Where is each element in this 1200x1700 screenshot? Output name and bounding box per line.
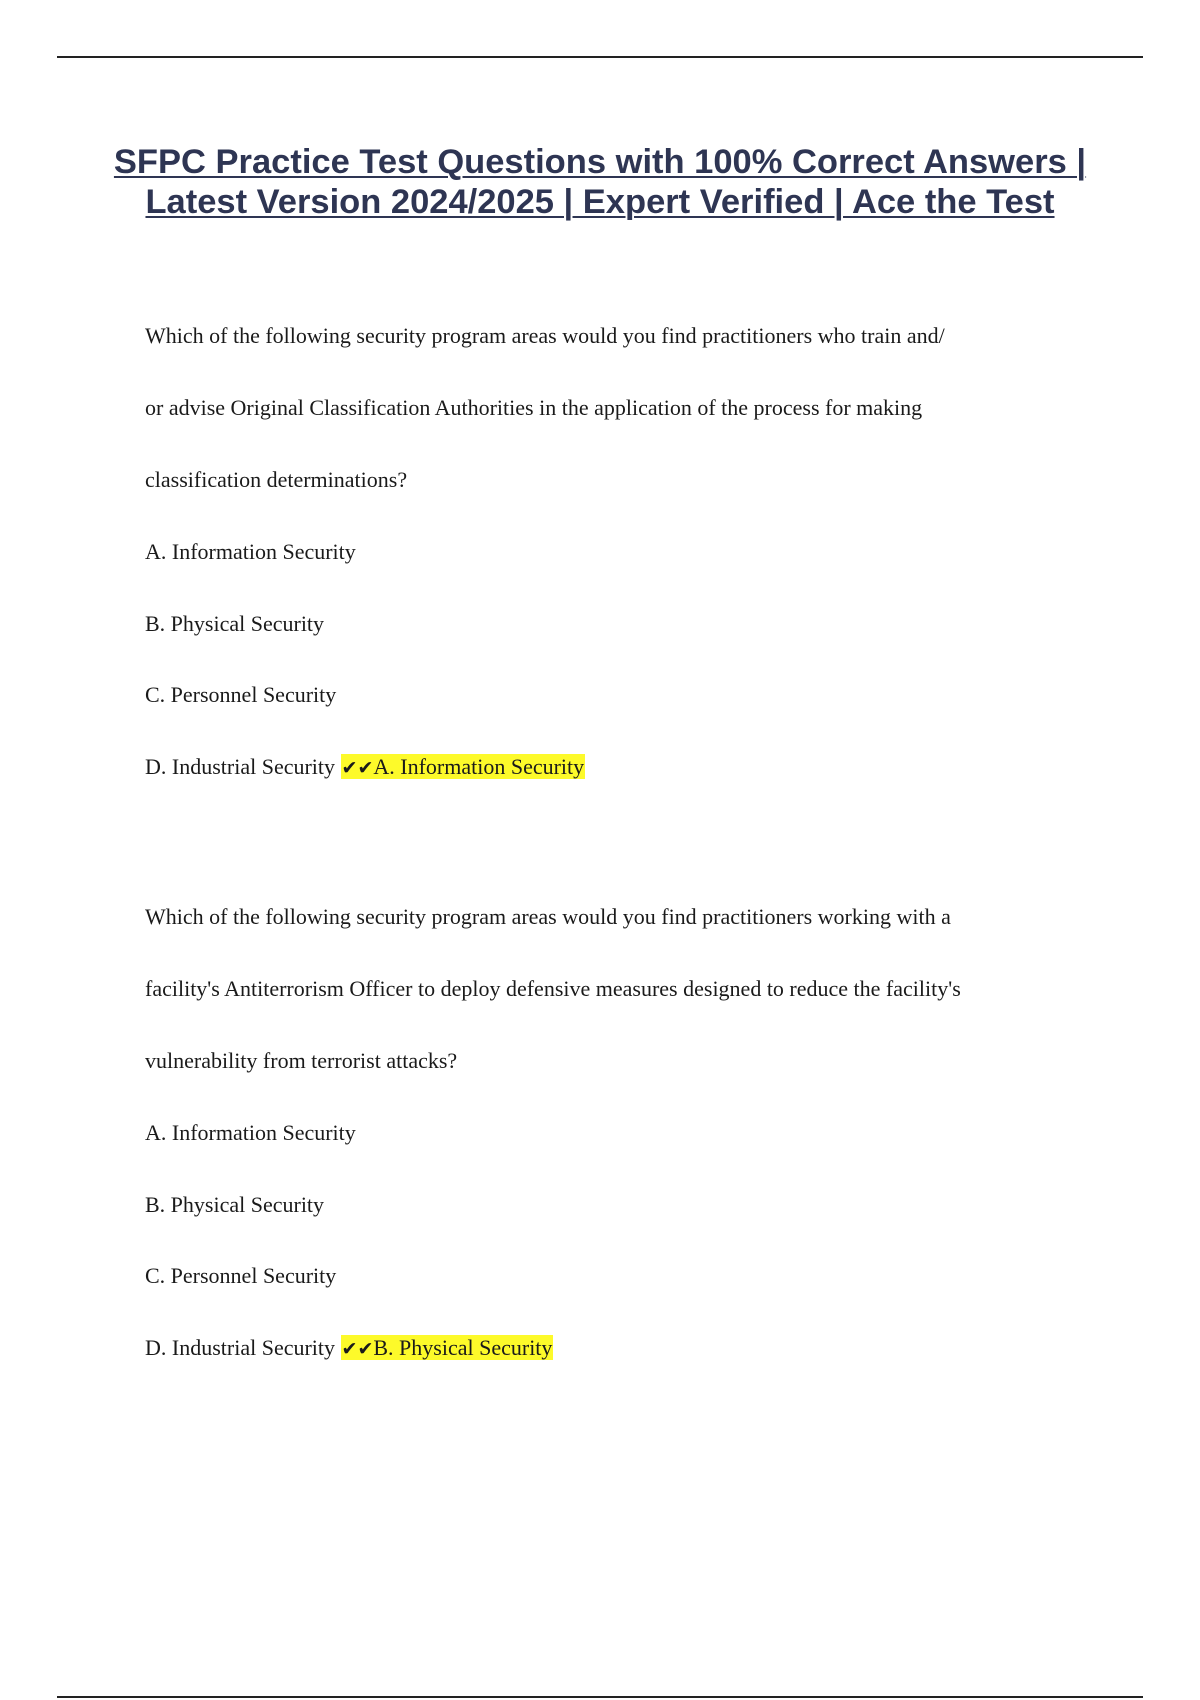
option-c: C. Personnel Security (145, 682, 337, 707)
check-mark-icon: ✔✔ (341, 756, 374, 779)
bottom-rule (57, 1696, 1143, 1698)
option-b: B. Physical Security (145, 610, 325, 636)
option-d-with-answer (145, 753, 1085, 825)
option-a: A. Information Security (145, 539, 356, 564)
option-d-with-answer (145, 1334, 1085, 1406)
correct-answer: A. Information Security (373, 753, 585, 779)
option-a: A. Information Security (145, 1120, 356, 1145)
option-d: D. Industrial Security (145, 1334, 336, 1360)
question-stem-line: facility's Antiterrorism Officer to deploy defensive measures designed to reduce the facility's (145, 976, 961, 1001)
option-d: D. Industrial Security (145, 753, 336, 779)
question-stem-line: vulnerability from terrorist attacks? (145, 1048, 458, 1073)
correct-answer-highlight (341, 1335, 554, 1360)
question-stem-line: classification determinations? (145, 467, 408, 492)
correct-answer-highlight (341, 754, 586, 779)
option-c: C. Personnel Security (145, 1263, 337, 1288)
question-stem-line: Which of the following security program areas would you find practitioners working with a (145, 904, 951, 929)
question-1 (145, 322, 1085, 824)
check-mark-icon: ✔✔ (341, 1337, 374, 1360)
document-title: SFPC Practice Test Questions with 100% Correct Answers | Latest Version 2024/2025 | Expert Verified | Ace the Test (113, 143, 1087, 221)
question-stem-line: Which of the following security program areas would you find practitioners who train and/ (145, 323, 945, 348)
top-rule (57, 56, 1143, 58)
option-b: B. Physical Security (145, 1191, 325, 1217)
question-2 (145, 903, 1085, 1405)
correct-answer: B. Physical Security (373, 1334, 553, 1360)
question-stem-line: or advise Original Classification Authorities in the application of the process for making (145, 395, 923, 420)
